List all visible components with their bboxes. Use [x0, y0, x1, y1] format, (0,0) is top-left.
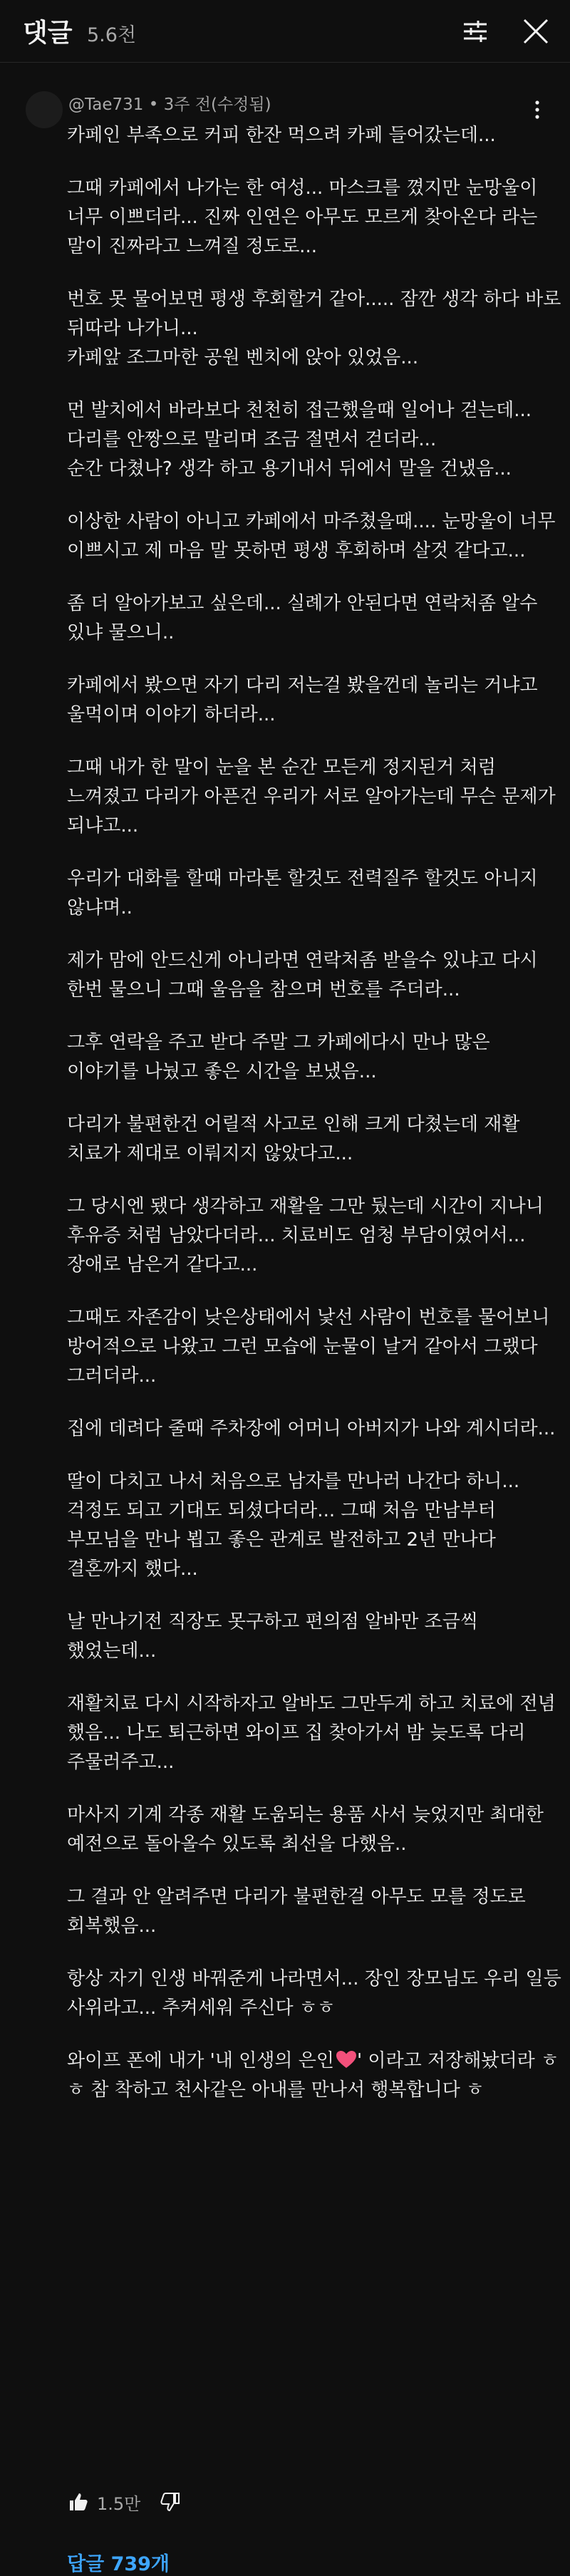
comment-line: 그후 연락을 주고 받다 주말 그 카페에다시 만나 많은 — [67, 1032, 490, 1053]
meta-separator: • — [143, 95, 164, 114]
comment-line: ㅎ 참 착하고 천사같은 아내를 만나서 행복합니다 ㅎ — [67, 2079, 484, 2101]
comment-line: 그때 카페에서 나가는 한 여성... 마스크를 꼈지만 눈망울이 — [67, 177, 538, 199]
comment-paragraph — [67, 396, 551, 484]
comment-line: 날 만나기전 직장도 못구하고 편의점 알바만 조금씩 — [67, 1611, 479, 1633]
comment-paragraph — [67, 946, 551, 1005]
comment-line: 회복했음... — [67, 1915, 157, 1937]
comment-line: 방어적으로 나왔고 그런 모습에 눈물이 날거 같아서 그랬다 — [67, 1336, 538, 1357]
comment-line: 그때 내가 한 말이 눈을 본 순간 모든게 정지된거 처럼 — [67, 757, 496, 778]
comment-paragraph — [67, 174, 551, 262]
comment-paragraph — [67, 1110, 551, 1169]
comment-line: 걱정도 되고 기대도 되셨다더라... 그때 처음 만남부터 — [67, 1500, 496, 1521]
comment-paragraph — [67, 1303, 551, 1391]
thumbs-down-icon[interactable] — [159, 2490, 182, 2513]
comment-line: 않냐며.. — [67, 897, 133, 919]
comment-paragraph — [67, 1690, 556, 1777]
comment-actions — [67, 2484, 182, 2520]
comment-line: 마사지 기계 각종 재활 도움되는 용품 사서 늦었지만 최대한 — [67, 1804, 544, 1826]
comment-line: 우리가 대화를 할때 마라톤 할것도 전력질주 할것도 아니지 — [67, 868, 538, 889]
comment-line: 카페앞 조그마한 공원 벤치에 앉아 있었음... — [67, 347, 419, 368]
comment-paragraph — [67, 1414, 556, 1444]
comment-paragraph — [67, 285, 561, 373]
close-icon[interactable] — [514, 10, 557, 53]
comment-paragraph — [67, 753, 556, 841]
comment-line: 되냐고... — [67, 815, 139, 837]
replies-button[interactable]: 답글 739개 — [67, 2553, 170, 2575]
comment-line: 사위라고... 추켜세워 주신다 ㅎㅎ — [67, 1997, 336, 2019]
more-vert-icon[interactable] — [527, 95, 547, 124]
comment-line: 딸이 다치고 나서 처음으로 남자를 만나러 나간다 하니... — [67, 1471, 520, 1492]
comment-paragraph — [67, 1883, 551, 1941]
comment-line: 그 결과 안 알려주면 다리가 불편한걸 아무도 모를 정도로 — [67, 1886, 526, 1908]
comment-line: 말이 진짜라고 느껴질 정도로... — [67, 236, 317, 257]
comment-paragraph — [67, 1608, 551, 1666]
comment-line: 그러더라... — [67, 1365, 157, 1387]
comment-line: 울먹이며 이야기 하더라... — [67, 704, 276, 725]
comment-line: 있냐 물으니.. — [67, 622, 175, 643]
comments-title: 댓글 — [23, 19, 73, 48]
comment-line: 느껴졌고 다리가 아픈건 우리가 서로 알아가는데 무슨 문제가 — [67, 786, 556, 807]
comment-line: 순간 다쳤나? 생각 하고 용기내서 뒤에서 말을 건냈음... — [67, 458, 512, 480]
comment-time: 3주 전(수정됨) — [163, 95, 271, 114]
comment-line: 이쁘시고 제 마음 말 못하면 평생 후회하며 살것 같다고... — [67, 540, 526, 562]
comment-line: 카페에서 봤으면 자기 다리 저는걸 봤을껀데 놀리는 거냐고 — [67, 675, 538, 696]
comment-paragraph — [67, 1801, 551, 1859]
comment-line: 그 당시엔 됐다 생각하고 재활을 그만 뒀는데 시간이 지나니 — [67, 1196, 544, 1217]
line-text: 와이프 폰에 내가 '내 인생의 은인 — [67, 2050, 334, 2071]
comment-line: 주물러주고... — [67, 1752, 175, 1773]
heart-icon — [336, 2050, 357, 2069]
comment-line: 너무 이쁘더라... 진짜 인연은 아무도 모르게 찾아온다 라는 — [67, 207, 538, 228]
comment-line: 집에 데려다 줄때 주차장에 어머니 아버지가 나와 계시더라... — [67, 1418, 556, 1439]
sliders-icon[interactable] — [454, 10, 497, 53]
comment-line: 했음... 나도 퇴근하면 와이프 집 찾아가서 밤 늦도록 다리 — [67, 1722, 526, 1744]
comment-line: 부모님을 만나 뵙고 좋은 관계로 발전하고 2년 만나다 — [67, 1529, 496, 1551]
comment-line: 치료가 제대로 이뤄지지 않았다고... — [67, 1143, 353, 1164]
comment-paragraph — [67, 1965, 561, 2023]
comment-line: 제가 맘에 안드신게 아니라면 연락처좀 받을수 있냐고 다시 — [67, 950, 538, 971]
comments-header — [0, 0, 570, 63]
avatar[interactable] — [26, 91, 63, 128]
comment-line: 한번 물으니 그때 울음을 참으며 번호를 주더라... — [67, 979, 460, 1000]
comment-paragraph — [67, 671, 551, 730]
comment-meta — [68, 91, 271, 115]
comment-author[interactable]: @Tae731 — [68, 95, 144, 114]
comment-paragraph — [67, 1467, 551, 1584]
comment-line: 이상한 사람이 아니고 카페에서 마주쳤을때.... 눈망울이 너무 — [67, 511, 556, 532]
comment-body — [67, 121, 561, 2128]
comment-line: 장애로 남은거 같다고... — [67, 1254, 258, 1276]
comment-line: 결혼까지 했다... — [67, 1558, 198, 1580]
comment-paragraph — [67, 1192, 551, 1280]
comment-line: 다리를 안짱으로 말리며 조금 절면서 걷더라... — [67, 429, 437, 450]
comment-line: 좀 더 알아가보고 싶은데... 실례가 안된다면 연락처좀 알수 — [67, 593, 538, 614]
comment-line: 그때도 자존감이 낮은상태에서 낯선 사람이 번호를 물어보니 — [67, 1307, 550, 1328]
comment-line: 먼 발치에서 바라보다 천천히 접근했을때 일어나 걷는데... — [67, 400, 532, 421]
comment-line: 이야기를 나눴고 좋은 시간을 보냈음... — [67, 1061, 377, 1082]
comment-line: 번호 못 물어보면 평생 후회할거 같아..... 잠깐 생각 하다 바로 — [67, 289, 561, 310]
comment-line: 항상 자기 인생 바꿔준게 나라면서... 장인 장모님도 우리 일등 — [67, 1968, 561, 1990]
comment-line: 예전으로 돌아올수 있도록 최선을 다했음.. — [67, 1833, 407, 1855]
comment-paragraph — [67, 864, 551, 923]
comment-paragraph — [67, 121, 551, 150]
comment-paragraph — [67, 2047, 559, 2105]
comment-line: 재활치료 다시 시작하자고 알바도 그만두게 하고 치료에 전념 — [67, 1693, 556, 1714]
comment-line: 후유증 처럼 남았다더라... 치료비도 엄청 부담이였어서... — [67, 1225, 526, 1246]
comment-line — [67, 2047, 559, 2076]
comment-line: 뒤따라 나가니... — [67, 318, 198, 339]
comments-count: 5.6천 — [87, 24, 137, 46]
comment-line: 카페인 부족으로 커피 한잔 먹으려 카페 들어갔는데... — [67, 125, 496, 146]
comment-paragraph — [67, 1028, 551, 1087]
thumbs-up-icon[interactable] — [67, 2490, 90, 2513]
like-count: 1.5만 — [97, 2493, 141, 2514]
comment-line: 다리가 불편한건 어릴적 사고로 인해 크게 다쳤는데 재활 — [67, 1114, 520, 1135]
comment-line: 했었는데... — [67, 1640, 157, 1662]
comment-paragraph — [67, 507, 556, 566]
line-text: ' 이라고 저장해놨더라 ㅎ — [356, 2050, 559, 2071]
comment-paragraph — [67, 589, 551, 648]
